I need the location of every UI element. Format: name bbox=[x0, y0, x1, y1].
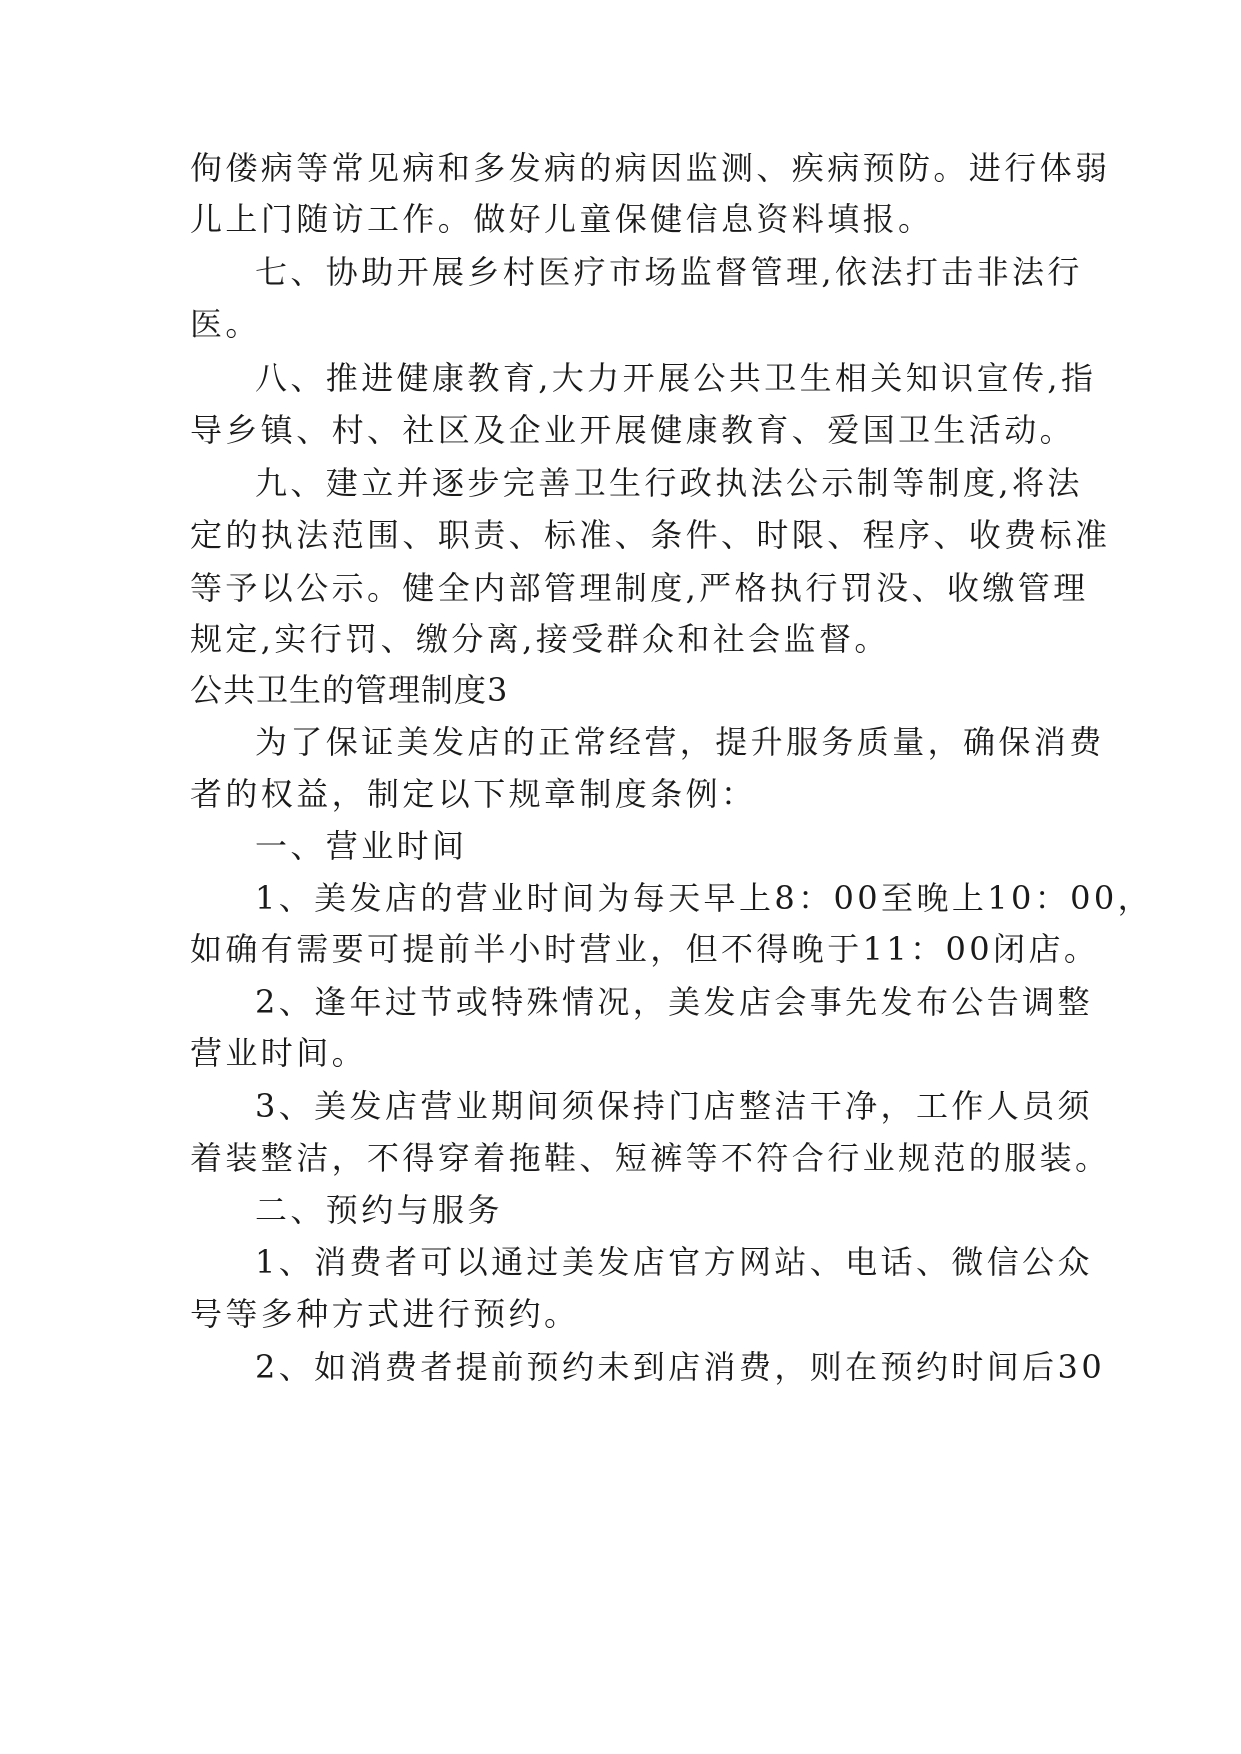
paragraph-first-line: 1、消费者可以通过美发店官方网站、电话、微信公众 bbox=[255, 1243, 1093, 1281]
paragraph-first-line: 为了保证美发店的正常经营，提升服务质量，确保消费 bbox=[255, 723, 1105, 761]
body-text-line: 导乡镇、村、社区及企业开展健康教育、爱国卫生活动。 bbox=[190, 411, 1076, 449]
body-text-line: 如确有需要可提前半小时营业，但不得晚于11：00闭店。 bbox=[190, 930, 1100, 968]
body-text-line: 着装整洁，不得穿着拖鞋、短裤等不符合行业规范的服装。 bbox=[190, 1139, 1111, 1177]
paragraph-first-line: 八、推进健康教育,大力开展公共卫生相关知识宣传,指 bbox=[255, 359, 1097, 397]
body-text-line: 定的执法范围、职责、标准、条件、时限、程序、收费标准 bbox=[190, 516, 1111, 554]
subsection-heading: 二、预约与服务 bbox=[255, 1191, 503, 1229]
body-text-line: 营业时间。 bbox=[190, 1034, 368, 1072]
body-text-line: 者的权益，制定以下规章制度条例： bbox=[190, 775, 757, 813]
paragraph-first-line: 七、协助开展乡村医疗市场监督管理,依法打击非法行 bbox=[255, 253, 1083, 291]
body-text-line: 规定,实行罚、缴分离,接受群众和社会监督。 bbox=[190, 620, 890, 658]
section-heading: 公共卫生的管理制度3 bbox=[190, 671, 509, 709]
paragraph-first-line: 1、美发店的营业时间为每天早上8：00至晚上10：00， bbox=[255, 879, 1154, 917]
body-text-line: 等予以公示。健全内部管理制度,严格执行罚没、收缴管理 bbox=[190, 569, 1089, 607]
body-text-line: 医。 bbox=[190, 305, 261, 343]
paragraph-first-line: 2、逢年过节或特殊情况，美发店会事先发布公告调整 bbox=[255, 983, 1093, 1021]
body-text-line: 佝偻病等常见病和多发病的病因监测、疾病预防。进行体弱 bbox=[190, 149, 1111, 187]
subsection-heading: 一、营业时间 bbox=[255, 827, 468, 865]
body-text-line: 儿上门随访工作。做好儿童保健信息资料填报。 bbox=[190, 200, 934, 238]
paragraph-first-line: 九、建立并逐步完善卫生行政执法公示制等制度,将法 bbox=[255, 464, 1083, 502]
paragraph-first-line: 3、美发店营业期间须保持门店整洁干净，工作人员须 bbox=[255, 1087, 1093, 1125]
paragraph-first-line: 2、如消费者提前预约未到店消费，则在预约时间后30 bbox=[255, 1348, 1106, 1386]
body-text-line: 号等多种方式进行预约。 bbox=[190, 1295, 580, 1333]
